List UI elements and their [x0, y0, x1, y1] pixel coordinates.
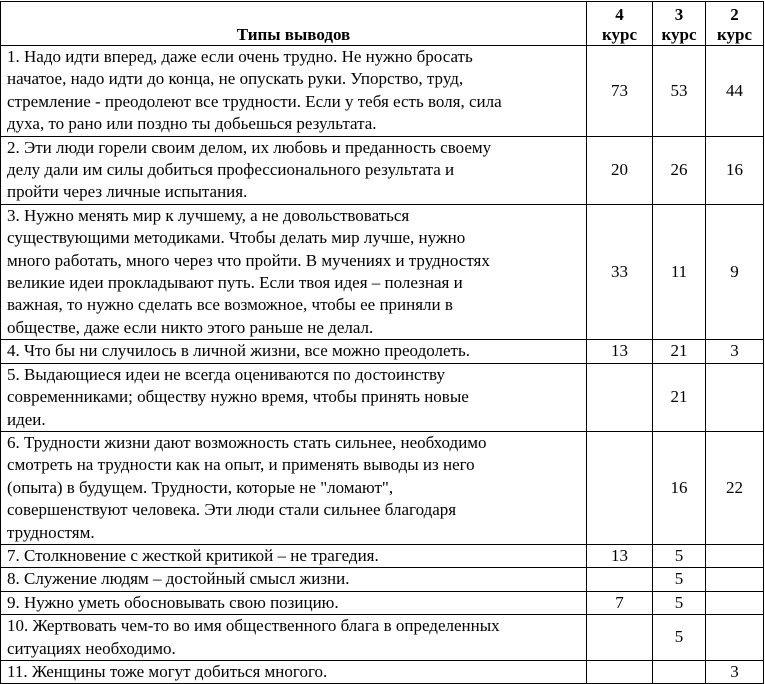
header-course-4: 4 курс	[587, 2, 653, 46]
header-type: Типы выводов	[1, 2, 587, 46]
conclusion-text	[1, 46, 587, 137]
text-line: важная, то нужно сделать все возможное, чтобы ее приняли в	[7, 295, 453, 315]
conclusion-text	[1, 568, 587, 591]
count-course-2	[706, 591, 764, 614]
text-line: начатое, надо идти до конца, не опускать руки. Упорство, труд,	[7, 69, 464, 89]
text-line: 10. Жертвовать чем-то во имя общественного блага в определенных	[7, 616, 500, 636]
count-course-2: 9	[706, 204, 764, 339]
table-row	[1, 46, 764, 137]
count-course-4: 13	[587, 544, 653, 567]
text-line: совершенствуют человека. Эти люди стали сильнее благодаря	[7, 500, 457, 520]
count-course-4: 13	[587, 340, 653, 363]
count-course-2	[706, 544, 764, 567]
conclusion-text	[1, 660, 587, 683]
count-course-4: 33	[587, 204, 653, 339]
text-line: 11. Женщины тоже могут добиться многого.	[7, 661, 328, 681]
conclusion-text	[1, 363, 587, 431]
count-course-2: 22	[706, 431, 764, 544]
text-line: 8. Служение людям – достойный смысл жизни.	[7, 569, 350, 589]
count-course-2	[706, 568, 764, 591]
text-line: (опыта) в будущем. Трудности, которые не "ломают",	[7, 477, 394, 497]
count-course-2: 16	[706, 136, 764, 204]
text-line: 4. Что бы ни случилось в личной жизни, все можно преодолеть.	[7, 341, 470, 361]
conclusion-text	[1, 431, 587, 544]
count-course-3: 21	[653, 363, 706, 431]
text-line: делу дали им силы добиться профессионального результата и	[7, 160, 455, 180]
count-course-3: 5	[653, 544, 706, 567]
text-line: стремление - преодолеют все трудности. Если у тебя есть воля, сила	[7, 91, 502, 111]
table-row	[1, 544, 764, 567]
count-course-4	[587, 363, 653, 431]
table-row	[1, 568, 764, 591]
text-line: много работать, много через что пройти. В мучениях и трудностях	[7, 250, 490, 270]
table-row	[1, 363, 764, 431]
count-course-2	[706, 615, 764, 661]
conclusion-text	[1, 340, 587, 363]
count-course-4: 73	[587, 46, 653, 137]
table-row	[1, 431, 764, 544]
conclusions-table	[0, 1, 764, 684]
table-row	[1, 591, 764, 614]
text-line: 1. Надо идти вперед, даже если очень трудно. Не нужно бросать	[7, 47, 473, 66]
count-course-3: 5	[653, 615, 706, 661]
text-line: идеи.	[7, 409, 46, 429]
count-course-4	[587, 568, 653, 591]
conclusion-text	[1, 204, 587, 339]
table-row	[1, 660, 764, 683]
table-row	[1, 204, 764, 339]
count-course-3: 16	[653, 431, 706, 544]
count-course-2: 3	[706, 660, 764, 683]
text-line: духа, то рано или поздно ты добьешься результата.	[7, 114, 377, 134]
count-course-2: 44	[706, 46, 764, 137]
conclusion-text	[1, 544, 587, 567]
text-line: трудностям.	[7, 522, 95, 542]
text-line: 2. Эти люди горели своим делом, их любовь и преданность своему	[7, 137, 492, 157]
header-row	[1, 2, 764, 46]
count-course-2: 3	[706, 340, 764, 363]
conclusion-text	[1, 591, 587, 614]
text-line: великие идеи прокладывают путь. Если твоя идея – полезная и	[7, 273, 463, 293]
count-course-2	[706, 363, 764, 431]
text-line: 6. Трудности жизни дают возможность стать сильнее, необходимо	[7, 432, 487, 452]
text-line: существующими методиками. Чтобы делать мир лучше, нужно	[7, 228, 466, 248]
conclusion-text	[1, 615, 587, 661]
conclusion-text	[1, 136, 587, 204]
count-course-4	[587, 660, 653, 683]
table-row	[1, 340, 764, 363]
count-course-3: 5	[653, 591, 706, 614]
count-course-4: 7	[587, 591, 653, 614]
text-line: 9. Нужно уметь обосновывать свою позицию.	[7, 592, 339, 612]
count-course-3	[653, 660, 706, 683]
count-course-3: 21	[653, 340, 706, 363]
count-course-4	[587, 615, 653, 661]
text-line: ситуациях необходимо.	[7, 638, 176, 658]
text-line: пройти через личные испытания.	[7, 182, 248, 202]
table-row	[1, 136, 764, 204]
text-line: 3. Нужно менять мир к лучшему, а не довольствоваться	[7, 205, 410, 225]
header-course-3: 3 курс	[653, 2, 706, 46]
text-line: 7. Столкновение с жесткой критикой – не трагедия.	[7, 545, 379, 565]
count-course-4: 20	[587, 136, 653, 204]
count-course-3: 11	[653, 204, 706, 339]
count-course-3: 5	[653, 568, 706, 591]
text-line: 5. Выдающиеся идеи не всегда оцениваются по достоинству	[7, 364, 445, 384]
count-course-3: 53	[653, 46, 706, 137]
count-course-4	[587, 431, 653, 544]
text-line: обществе, даже если никто этого раньше не делал.	[7, 317, 374, 337]
text-line: современниками; обществу нужно время, чтобы принять новые	[7, 387, 469, 407]
text-line: смотреть на трудности как на опыт, и применять выводы из него	[7, 455, 475, 475]
header-course-2: 2 курс	[706, 2, 764, 46]
table-row	[1, 615, 764, 661]
count-course-3: 26	[653, 136, 706, 204]
